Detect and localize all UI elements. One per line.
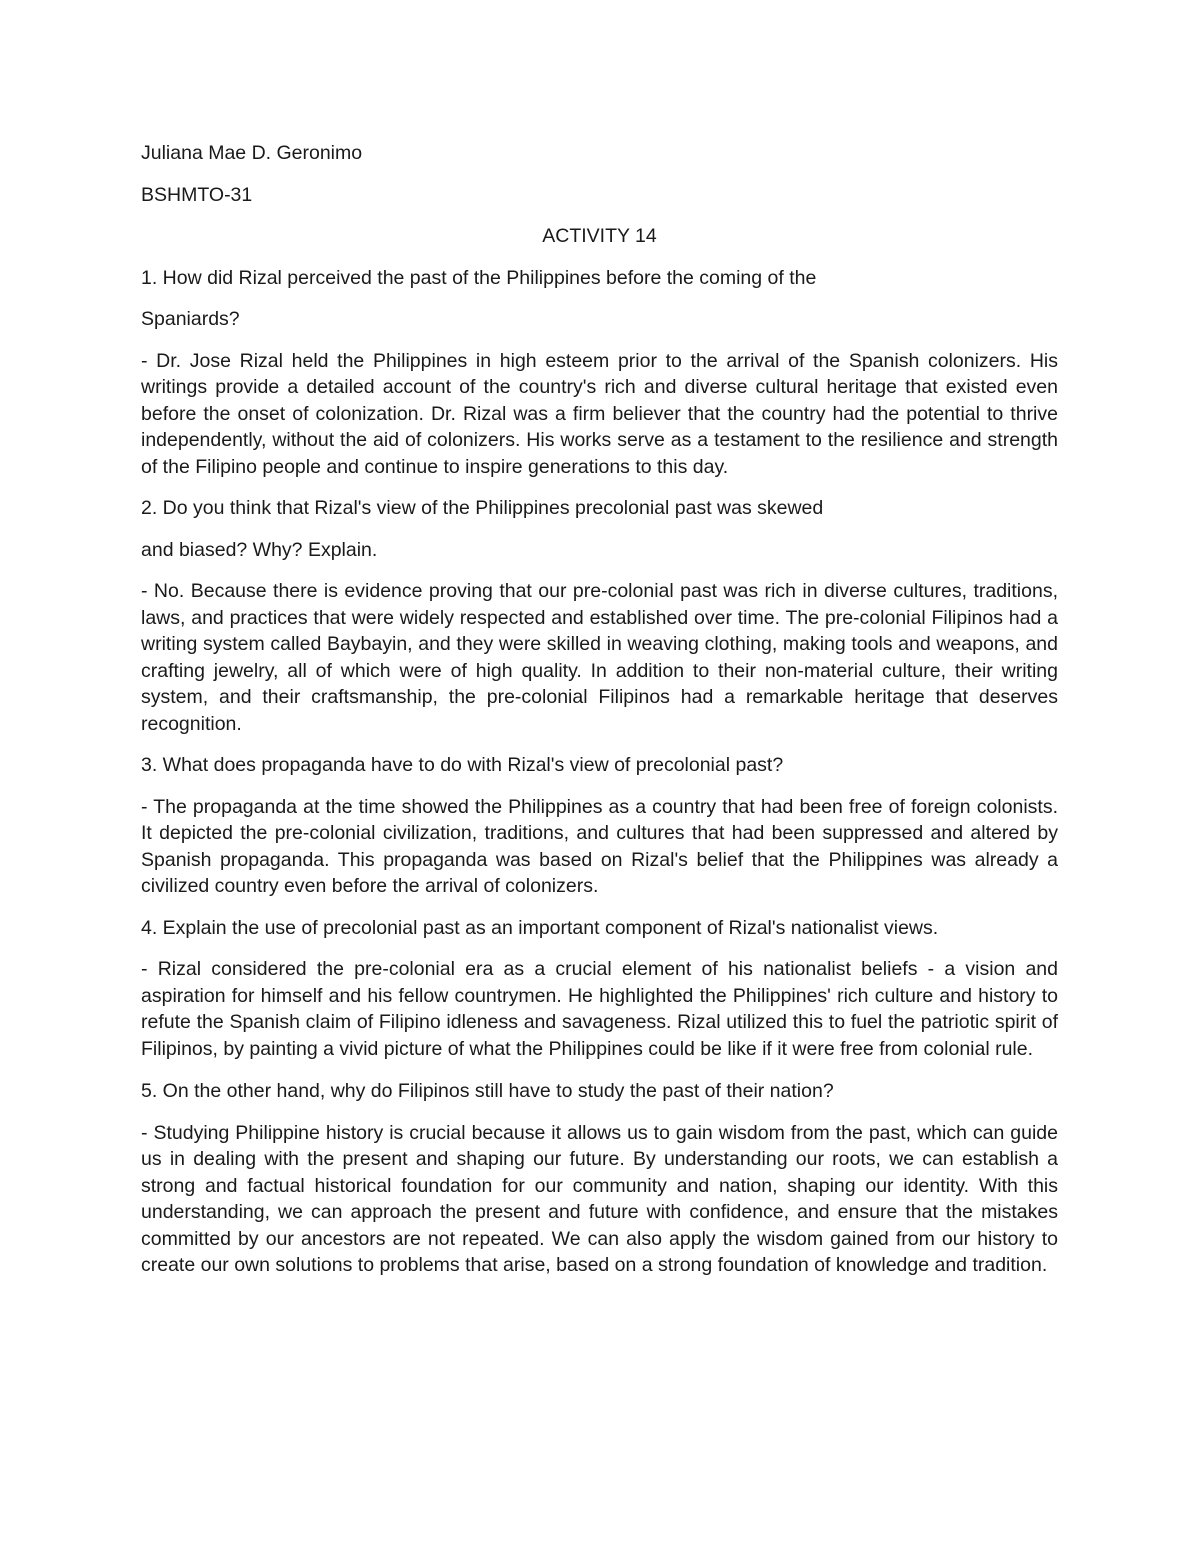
student-section: BSHMTO-31: [141, 183, 253, 206]
question-2-line-2: and biased? Why? Explain.: [141, 538, 378, 561]
answer-4: - Rizal considered the pre-colonial era as a crucial element of his nationalist beliefs - a vision and aspiration for himself and his fellow countrymen. He highlighted the Philippines' rich culture and history to refute the Spanish claim of Filipino idleness and savageness. Rizal utilized this to fuel the patriotic spirit of Filipinos, by painting a vivid picture of what the Philippines could be like if it were free from colonial rule.: [141, 958, 1058, 1060]
student-name: Juliana Mae D. Geronimo: [141, 142, 363, 164]
question-1-line-1: 1. How did Rizal perceived the past of the Philippines before the coming of the: [141, 266, 817, 289]
question-4: 4. Explain the use of precolonial past as an important component of Rizal's nationalist views.: [141, 916, 939, 939]
answer-1: - Dr. Jose Rizal held the Philippines in high esteem prior to the arrival of the Spanish colonizers. His writings provide a detailed account of the country's rich and diverse cultural heritage that existed even before the onset of colonization. Dr. Rizal was a firm believer that the country had the potential to thrive independently, without the aid of colonizers. His works serve as a testament to the resilience and strength of the Filipino people and continue to inspire generations to this day.: [141, 349, 1058, 478]
question-5: 5. On the other hand, why do Filipinos still have to study the past of their nation?: [141, 1080, 834, 1102]
activity-title: ACTIVITY 14: [542, 225, 657, 247]
question-2-line-1: 2. Do you think that Rizal's view of the Philippines precolonial past was skewed: [141, 497, 824, 519]
question-1-line-2: Spaniards?: [141, 308, 240, 330]
question-3: 3. What does propaganda have to do with Rizal's view of precolonial past?: [141, 754, 784, 776]
answer-5: - Studying Philippine history is crucial because it allows us to gain wisdom from the past, which can guide us in dealing with the present and shaping our future. By understanding our roots, we can establish a strong and factual historical foundation for our community and nation, shaping our identity. With this understanding, we can approach the present and future with confidence, and ensure that the mistakes committed by our ancestors are not repeated. We can also apply the wisdom gained from our history to create our own solutions to problems that arise, based on a strong foundation of knowledge and tradition.: [141, 1121, 1058, 1276]
answer-3: - The propaganda at the time showed the Philippines as a country that had been free of foreign colonists. It depicted the pre-colonial civilization, traditions, and cultures that had been suppressed and altered by Spanish propaganda. This propaganda was based on Rizal's belief that the Philippines was already a civilized country even before the arrival of colonizers.: [141, 795, 1058, 897]
answer-2: - No. Because there is evidence proving that our pre-colonial past was rich in diverse cultures, traditions, laws, and practices that were widely respected and established over time. The pre-colonial Filipinos had a writing system called Baybayin, and they were skilled in weaving clothing, making tools and weapons, and crafting jewelry, all of which were of high quality. In addition to their non-material culture, their writing system, and their craftsmanship, the pre-colonial Filipinos had a remarkable heritage that deserves recognition.: [141, 580, 1058, 735]
document-page: [141, 140, 1058, 1294]
